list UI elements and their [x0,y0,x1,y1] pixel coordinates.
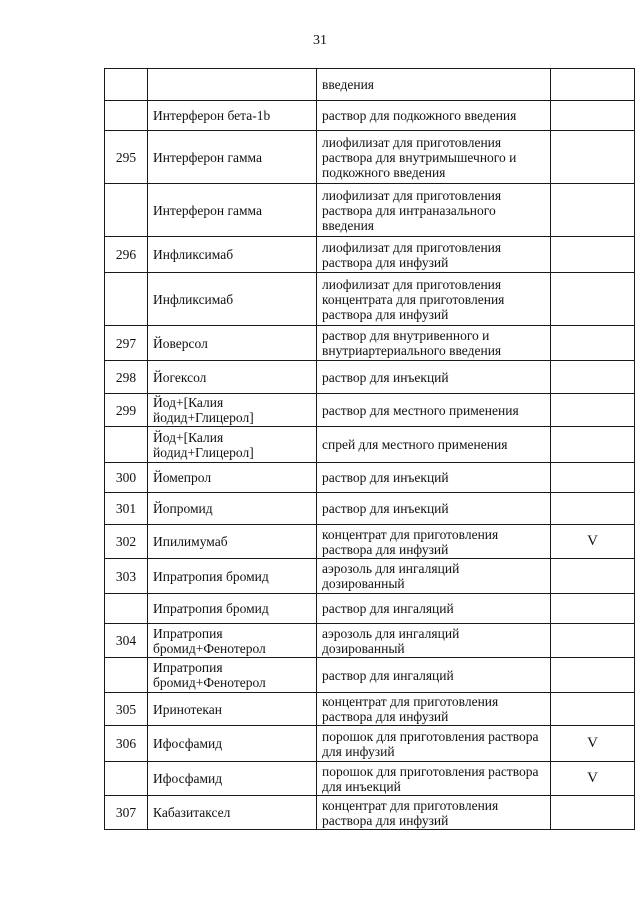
dosage-form: концентрат для приготовления раствора для инфузий [317,525,551,559]
mark-cell [551,273,635,326]
table-row [105,594,635,624]
mark-cell [551,237,635,273]
mark-cell [551,394,635,427]
table-row [105,463,635,493]
mark-cell [551,624,635,658]
drug-name: Ифосфамид [148,726,317,762]
dosage-form: лиофилизат для приготовления раствора для интраназального введения [317,184,551,237]
drug-name: Ипратропия бромид+Фенотерол [148,624,317,658]
drug-name: Ипратропия бромид [148,559,317,594]
row-number: 298 [105,361,148,394]
mark-cell [551,361,635,394]
mark-cell [551,184,635,237]
row-number: 295 [105,131,148,184]
row-number: 305 [105,693,148,726]
table-row [105,273,635,326]
drug-name: Ипилимумаб [148,525,317,559]
mark-cell [551,326,635,361]
dosage-form: раствор для ингаляций [317,594,551,624]
table-row [105,427,635,463]
dosage-form: раствор для подкожного введения [317,101,551,131]
mark-cell [551,463,635,493]
drug-name: Интерферон гамма [148,184,317,237]
dosage-form: раствор для местного применения [317,394,551,427]
table-row [105,658,635,693]
drug-name: Иринотекан [148,693,317,726]
drug-name: Интерферон гамма [148,131,317,184]
row-number: 307 [105,796,148,830]
drug-name: Йод+[Калия йодид+Глицерол] [148,427,317,463]
row-number [105,101,148,131]
row-number [105,427,148,463]
drug-name: Йомепрол [148,463,317,493]
drug-name: Йоверсол [148,326,317,361]
dosage-form: раствор для инъекций [317,361,551,394]
drug-name: Ипратропия бромид+Фенотерол [148,658,317,693]
drug-name: Инфликсимаб [148,237,317,273]
dosage-form: лиофилизат для приготовления раствора для инфузий [317,237,551,273]
row-number: 296 [105,237,148,273]
mark-cell [551,796,635,830]
row-number: 297 [105,326,148,361]
table-row [105,69,635,101]
mark-cell: V [551,726,635,762]
drug-name: Йопромид [148,493,317,525]
row-number [105,69,148,101]
mark-cell [551,658,635,693]
table-row [105,693,635,726]
row-number: 304 [105,624,148,658]
drug-table [104,68,635,830]
mark-cell: V [551,762,635,796]
table-row [105,559,635,594]
dosage-form: раствор для внутривенного и внутриартериального введения [317,326,551,361]
mark-cell [551,69,635,101]
mark-cell [551,131,635,184]
dosage-form: лиофилизат для приготовления концентрата для приготовления раствора для инфузий [317,273,551,326]
row-number [105,273,148,326]
table-row [105,184,635,237]
row-number [105,762,148,796]
table-row [105,726,635,762]
dosage-form: концентрат для приготовления раствора для инфузий [317,796,551,830]
row-number [105,658,148,693]
dosage-form: введения [317,69,551,101]
row-number: 301 [105,493,148,525]
row-number [105,184,148,237]
drug-name: Инфликсимаб [148,273,317,326]
row-number: 303 [105,559,148,594]
mark-cell [551,693,635,726]
drug-name: Ифосфамид [148,762,317,796]
dosage-form: аэрозоль для ингаляций дозированный [317,559,551,594]
dosage-form: раствор для инъекций [317,493,551,525]
mark-cell [551,493,635,525]
table-row [105,131,635,184]
table-row [105,326,635,361]
row-number: 300 [105,463,148,493]
dosage-form: концентрат для приготовления раствора для инфузий [317,693,551,726]
drug-name: Йогексол [148,361,317,394]
dosage-form: раствор для инъекций [317,463,551,493]
table-row [105,101,635,131]
drug-name: Ипратропия бромид [148,594,317,624]
drug-name: Йод+[Калия йодид+Глицерол] [148,394,317,427]
table-row [105,237,635,273]
row-number: 299 [105,394,148,427]
mark-cell [551,101,635,131]
drug-name: Интерферон бета-1b [148,101,317,131]
table-row [105,394,635,427]
dosage-form: порошок для приготовления раствора для инъекций [317,762,551,796]
table-row [105,525,635,559]
drug-name: Кабазитаксел [148,796,317,830]
mark-cell [551,559,635,594]
dosage-form: аэрозоль для ингаляций дозированный [317,624,551,658]
table-row [105,361,635,394]
mark-cell: V [551,525,635,559]
dosage-form: спрей для местного применения [317,427,551,463]
dosage-form: лиофилизат для приготовления раствора для внутримышечного и подкожного введения [317,131,551,184]
table-row [105,493,635,525]
table-row [105,762,635,796]
page-number: 31 [313,33,327,48]
dosage-form: порошок для приготовления раствора для инфузий [317,726,551,762]
row-number [105,594,148,624]
drug-name [148,69,317,101]
table-row [105,796,635,830]
mark-cell [551,594,635,624]
dosage-form: раствор для ингаляций [317,658,551,693]
row-number: 302 [105,525,148,559]
mark-cell [551,427,635,463]
row-number: 306 [105,726,148,762]
table-row [105,624,635,658]
